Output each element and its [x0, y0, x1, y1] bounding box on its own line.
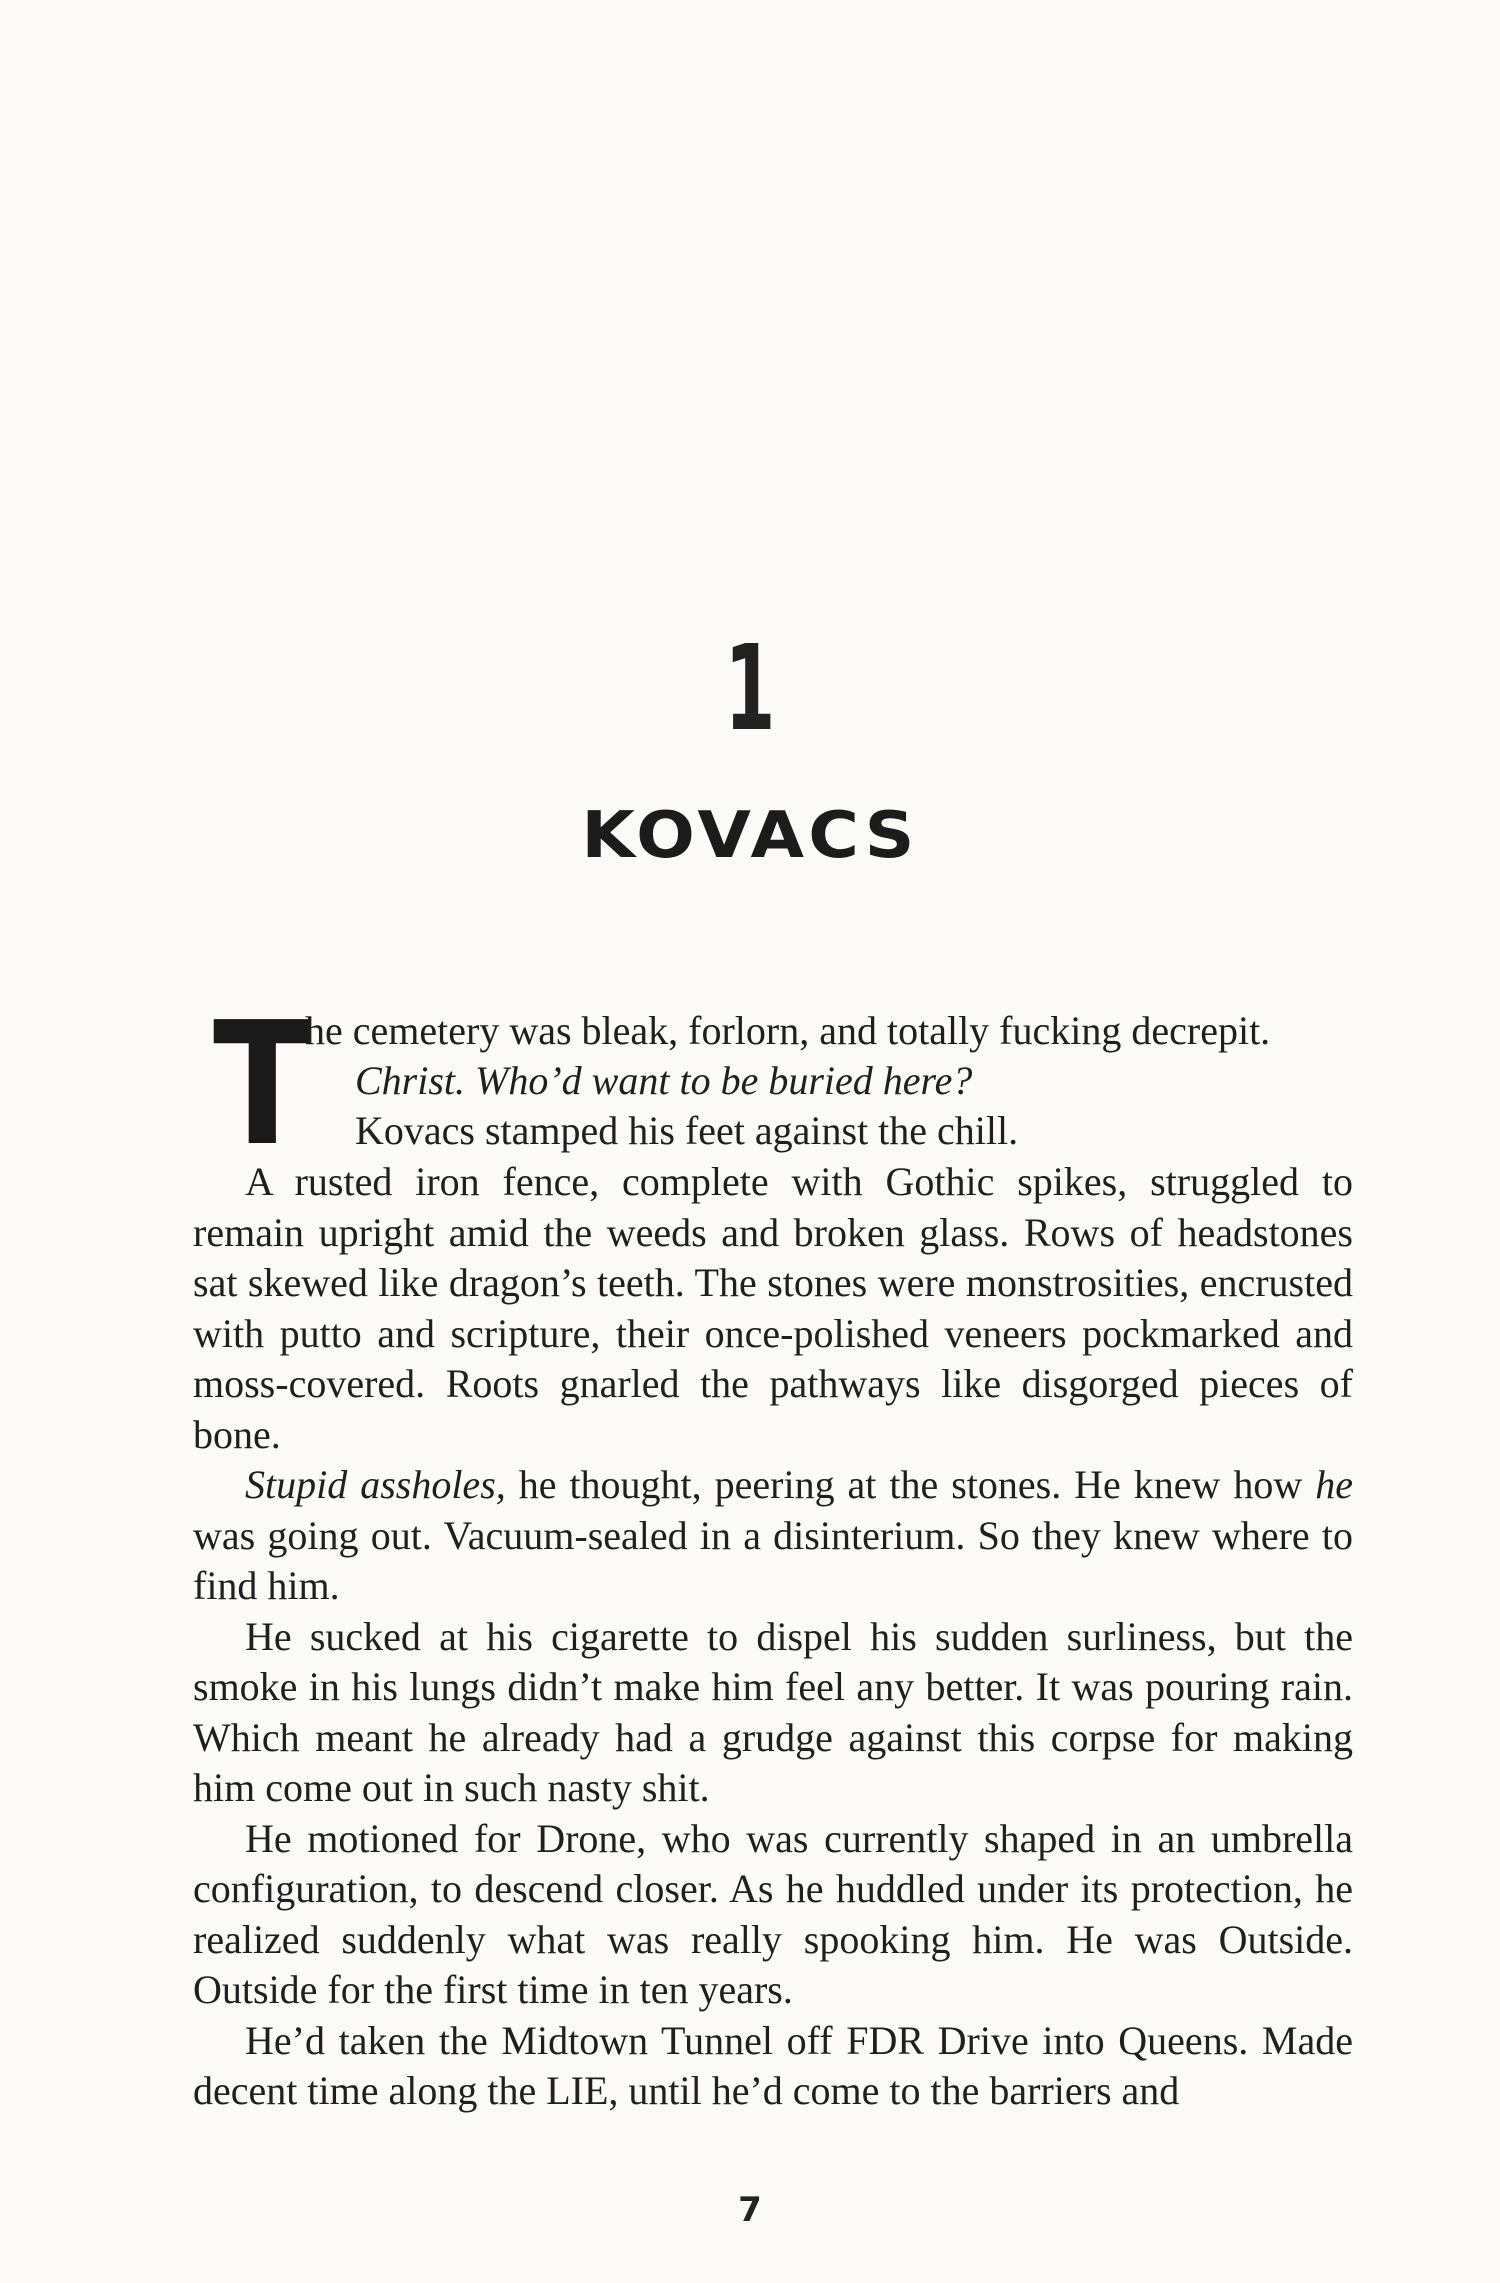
paragraph-5: He’d taken the Midtown Tunnel off FDR Drive into Queens. Made decent time along the LIE, until he’d come to the barriers and	[193, 2017, 1353, 2113]
opening-block	[193, 986, 1353, 1184]
opening-line-1: he cemetery was bleak, forlorn, and totally fucking decrepit.	[305, 1008, 1271, 1053]
chapter-title: KOVACS	[581, 799, 919, 873]
opening-line-2: Christ. Who’d want to be buried here?	[355, 1058, 973, 1103]
body-text	[193, 986, 1354, 2117]
paragraph-2-text-a: he thought, peering at the stones. He knew how	[505, 1462, 1316, 1507]
paragraph-4: He motioned for Drone, who was currently shaped in an umbrella configuration, to descend closer. As he huddled under its protection, he realized suddenly what was really spooking him. He was Outside. Outside for the first time in ten years.	[193, 1815, 1353, 2012]
paragraph-3: He sucked at his cigarette to dispel his sudden surliness, but the smoke in his lungs didn’t make him feel any better. It was pouring rain. Which meant he already had a grudge against this corpse for making him come out in such nasty shit.	[193, 1613, 1353, 1810]
paragraph-1: A rusted iron fence, complete with Gothic spikes, struggled to remain upright amid the weeds and broken glass. Rows of headstones sat skewed like dragon’s teeth. The stones were monstrosities, encrusted with putto and scripture, their once-polished veneers pockmarked and moss-covered. Roots gnarled the pathways like disgorged pieces of bone.	[193, 1159, 1353, 1457]
paragraph-2-text-b: was going out. Vacuum-sealed in a disinterium. So they knew where to find him.	[193, 1512, 1353, 1608]
opening-line-3: Kovacs stamped his feet against the chill.	[355, 1108, 1019, 1153]
paragraph-2	[193, 1460, 1353, 1612]
chapter-number: 1	[724, 619, 776, 757]
paragraph-2-italic: Stupid assholes,	[245, 1462, 506, 1507]
page-number: 7	[738, 2190, 762, 2230]
paragraph-2-italic-he: he	[1315, 1462, 1354, 1507]
drop-cap: T	[213, 986, 312, 1184]
